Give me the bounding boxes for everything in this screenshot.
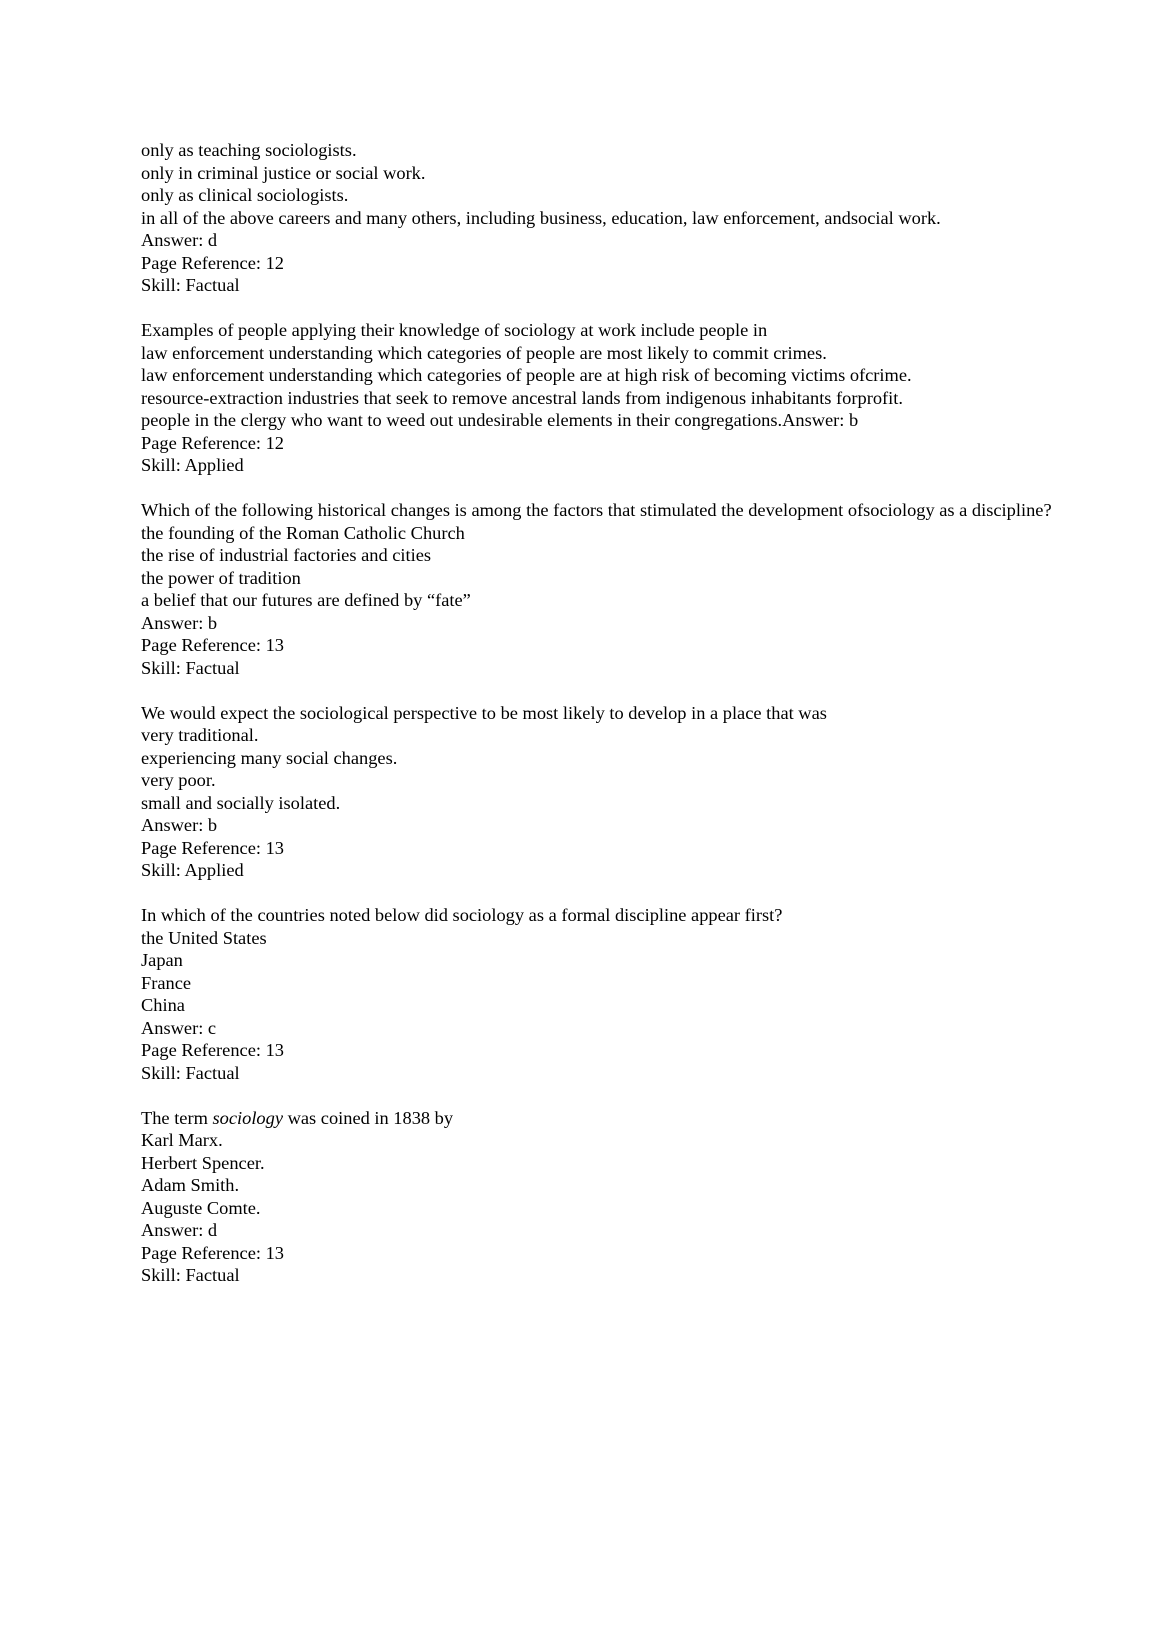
- question-block-3: [141, 702, 1071, 882]
- option-a: the United States: [141, 927, 267, 948]
- question-text-post: was coined in 1838 by: [282, 1107, 454, 1128]
- option-b: Japan: [141, 950, 183, 970]
- page-reference: Page Reference: 13: [141, 1242, 284, 1263]
- question-text-emphasis: sociology: [212, 1107, 283, 1128]
- option-b: experiencing many social changes.: [141, 747, 398, 768]
- option-d: Auguste Comte.: [141, 1197, 261, 1218]
- question-text: In which of the countries noted below did sociology as a formal discipline appear first?: [141, 905, 783, 925]
- option-a: law enforcement understanding which categories of people are most likely to commit crimes.: [141, 342, 827, 363]
- option-d: China: [141, 995, 185, 1015]
- answer: Answer: b: [141, 815, 218, 835]
- option-a: very traditional.: [141, 725, 259, 745]
- answer: Answer: b: [141, 612, 218, 633]
- option-c: resource-extraction industries that seek to remove ancestral lands from indigenous inhabitants forprofit.: [141, 387, 903, 408]
- option-d: people in the clergy who want to weed out undesirable elements in their congregations.: [141, 410, 783, 430]
- option-b: law enforcement understanding which categories of people are at high risk of becoming victims ofcrime.: [141, 365, 912, 385]
- option-a: Karl Marx.: [141, 1130, 223, 1150]
- question-text-pre: The term: [141, 1107, 213, 1128]
- option-b: only in criminal justice or social work.: [141, 162, 426, 183]
- skill: Skill: Factual: [141, 1062, 240, 1083]
- option-a: the founding of the Roman Catholic Church: [141, 522, 465, 543]
- option-b: the rise of industrial factories and cities: [141, 545, 432, 565]
- option-c: the power of tradition: [141, 567, 301, 588]
- answer: Answer: d: [141, 230, 218, 250]
- skill: Skill: Applied: [141, 455, 244, 475]
- question-text: [141, 1107, 1071, 1130]
- skill: Skill: Factual: [141, 275, 240, 295]
- option-b: Herbert Spencer.: [141, 1152, 265, 1173]
- page-reference: Page Reference: 13: [141, 635, 284, 655]
- question-text: Examples of people applying their knowledge of sociology at work include people in: [141, 320, 768, 340]
- option-c: very poor.: [141, 770, 216, 790]
- option-d: a belief that our futures are defined by “fate”: [141, 590, 471, 610]
- question-text: We would expect the sociological perspective to be most likely to develop in a place that was: [141, 702, 827, 723]
- answer: Answer: b: [782, 410, 859, 430]
- option-d: small and socially isolated.: [141, 792, 341, 813]
- document-page: [141, 139, 1071, 1309]
- option-c: only as clinical sociologists.: [141, 185, 349, 205]
- option-d: in all of the above careers and many others, including business, education, law enforcement, andsocial work.: [141, 207, 941, 228]
- option-c: France: [141, 972, 192, 993]
- question-text: Which of the following historical changes is among the factors that stimulated the development ofsociology as a discipline?: [141, 500, 1052, 520]
- question-block-1: [141, 319, 1071, 477]
- page-reference: Page Reference: 12: [141, 432, 284, 453]
- option-d-with-answer: [141, 409, 1071, 432]
- option-a: only as teaching sociologists.: [141, 140, 357, 160]
- answer: Answer: d: [141, 1220, 218, 1240]
- skill: Skill: Factual: [141, 657, 240, 678]
- answer: Answer: c: [141, 1017, 217, 1038]
- skill: Skill: Factual: [141, 1265, 240, 1285]
- page-reference: Page Reference: 13: [141, 1040, 284, 1060]
- question-block-4: [141, 904, 1071, 1084]
- page-reference: Page Reference: 13: [141, 837, 284, 858]
- question-block-5: [141, 1107, 1071, 1287]
- option-c: Adam Smith.: [141, 1175, 240, 1195]
- question-block-2: [141, 499, 1071, 679]
- skill: Skill: Applied: [141, 860, 244, 880]
- question-block-0: [141, 139, 1071, 297]
- page-reference: Page Reference: 12: [141, 252, 284, 273]
